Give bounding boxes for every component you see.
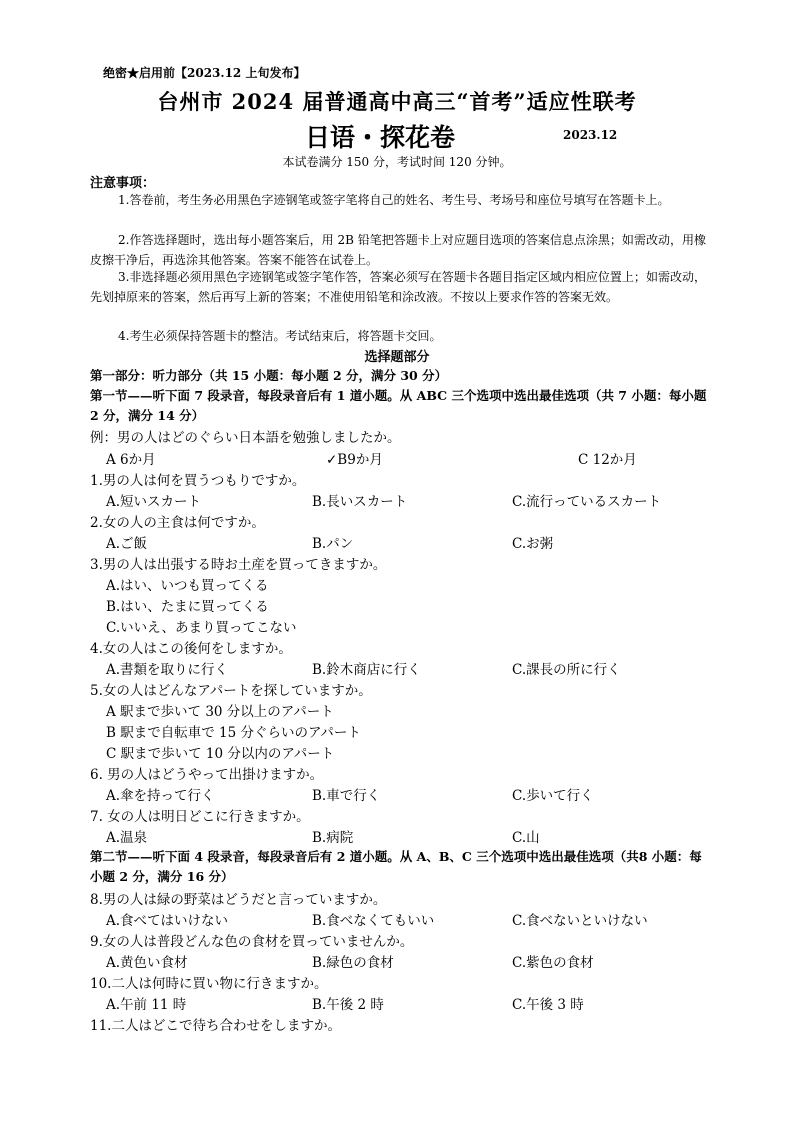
section-title: 选择题部分 xyxy=(364,350,430,365)
exam-date: 2023.12 xyxy=(563,128,618,142)
q1-option-c: C.流行っているスカート xyxy=(512,494,662,510)
q2-option-a: A.ご飯 xyxy=(106,536,148,552)
q6-option-c: C.歩いて行く xyxy=(512,788,594,804)
notice-item-2: 2.作答选择题时，选出每小题答案后，用 2B 铅笔把答题卡上对应题目选项的答案信息点涂黑；如需改动，用橡皮擦干净后，再选涂其他答案。答案不能答在试卷上。 xyxy=(90,233,706,267)
example-option-a: A 6か月 xyxy=(106,452,156,468)
q9-option-c: C.紫色の食材 xyxy=(512,955,594,971)
q7-option-a: A.温泉 xyxy=(106,830,148,846)
q6-option-b: B.車で行く xyxy=(312,788,381,804)
q1-option-a: A.短いスカート xyxy=(106,494,202,510)
q3-option-b: B.はい、たまに買ってくる xyxy=(106,599,269,615)
sec2-heading: 第二节——听下面 4 段录音，每段录音后有 2 道小题。从 A、B、C 三个选项中选出最佳选项（共8 小题：每小题 2 分，满分 16 分） xyxy=(90,849,702,884)
q4-option-c: C.課長の所に行く xyxy=(512,662,621,678)
question-3: 3.男の人は出張する時お土産を買ってきますか。 xyxy=(90,557,387,573)
q2-option-b: B.パン xyxy=(312,536,354,552)
question-4: 4.女の人はこの後何をしますか。 xyxy=(90,641,292,657)
q8-option-a: A.食べてはいけない xyxy=(106,913,229,929)
question-8: 8.男の人は緑の野菜はどうだと言っていますか。 xyxy=(90,892,387,908)
part1-heading: 第一部分：听力部分（共 15 小题：每小题 2 分，满分 30 分） xyxy=(90,368,448,383)
q5-option-c: C 駅まで歩いて 10 分以内のアパート xyxy=(106,746,335,762)
sec1-heading: 第一节——听下面 7 段录音，每段录音后有 1 道小题。从 ABC 三个选项中选出最佳选项（共 7 小题：每小题 2 分，满分 14 分） xyxy=(90,388,707,423)
example-option-c: C 12か月 xyxy=(578,452,637,468)
score-note: 本试卷满分 150 分，考试时间 120 分钟。 xyxy=(282,155,512,169)
q8-option-c: C.食べないといけない xyxy=(512,913,648,929)
secret-label: 绝密★启用前【2023.12 上旬发布】 xyxy=(103,66,306,80)
q9-option-b: B.緑色の食材 xyxy=(312,955,394,971)
question-9: 9.女の人は普段どんな色の食材を買っていませんか。 xyxy=(90,934,414,950)
question-7: 7. 女の人は明日どこに行きますか。 xyxy=(90,809,310,825)
q9-option-a: A.黄色い食材 xyxy=(106,955,188,971)
notice-item-4: 4.考生必须保持答题卡的整洁。考试结束后，将答题卡交回。 xyxy=(118,329,442,343)
q4-option-b: B.鈴木商店に行く xyxy=(312,662,421,678)
question-6: 6. 男の人はどうやって出掛けますか。 xyxy=(90,767,324,783)
question-1: 1.男の人は何を買うつもりですか。 xyxy=(90,473,306,489)
exam-title: 台州市 2024 届普通高中高三“首考”适应性联考 xyxy=(157,89,637,114)
q4-option-a: A.書類を取りに行く xyxy=(106,662,229,678)
q7-option-b: B.病院 xyxy=(312,830,354,846)
notice-item-1: 1.答卷前，考生务必用黑色字迹钢笔或签字笔将自己的姓名、考生号、考场号和座位号填写在答题卡上。 xyxy=(118,193,670,207)
question-2: 2.女の人の主食は何ですか。 xyxy=(90,515,265,531)
notice-heading: 注意事项： xyxy=(90,176,156,191)
example-question: 例：男の人はどのぐらい日本語を勉強しましたか。 xyxy=(90,430,401,446)
question-11: 11.二人はどこで待ち合わせをしますか。 xyxy=(90,1018,341,1034)
notice-item-3: 3.非选择题必须用黑色字迹钢笔或签字笔作答，答案必须写在答题卡各题目指定区域内相应位置上；如需改动，先划掉原来的答案，然后再写上新的答案；不准使用铅笔和涂改液。不按以上要求作答的答案无效。 xyxy=(90,270,706,304)
question-5: 5.女の人はどんなアパートを探していますか。 xyxy=(90,683,372,699)
q6-option-a: A.傘を持って行く xyxy=(106,788,215,804)
q10-option-b: B.午後 2 時 xyxy=(312,997,384,1013)
q10-option-c: C.午後 3 時 xyxy=(512,997,584,1013)
q10-option-a: A.午前 11 時 xyxy=(106,997,187,1013)
q3-option-c: C.いいえ、あまり買ってこない xyxy=(106,620,297,636)
q8-option-b: B.食べなくてもいい xyxy=(312,913,435,929)
subject-title: 日语・探花卷 xyxy=(305,123,456,152)
q5-option-b: B 駅まで自転車で 15 分ぐらいのアパート xyxy=(106,725,361,741)
q2-option-c: C.お粥 xyxy=(512,536,554,552)
q5-option-a: A 駅まで歩いて 30 分以上のアパート xyxy=(106,704,334,720)
example-option-b: ✓B9か月 xyxy=(326,452,383,468)
question-10: 10.二人は何時に買い物に行きますか。 xyxy=(90,976,328,992)
q3-option-a: A.はい、いつも買ってくる xyxy=(106,578,269,594)
q1-option-b: B.長いスカート xyxy=(312,494,408,510)
q7-option-c: C.山 xyxy=(512,830,540,846)
